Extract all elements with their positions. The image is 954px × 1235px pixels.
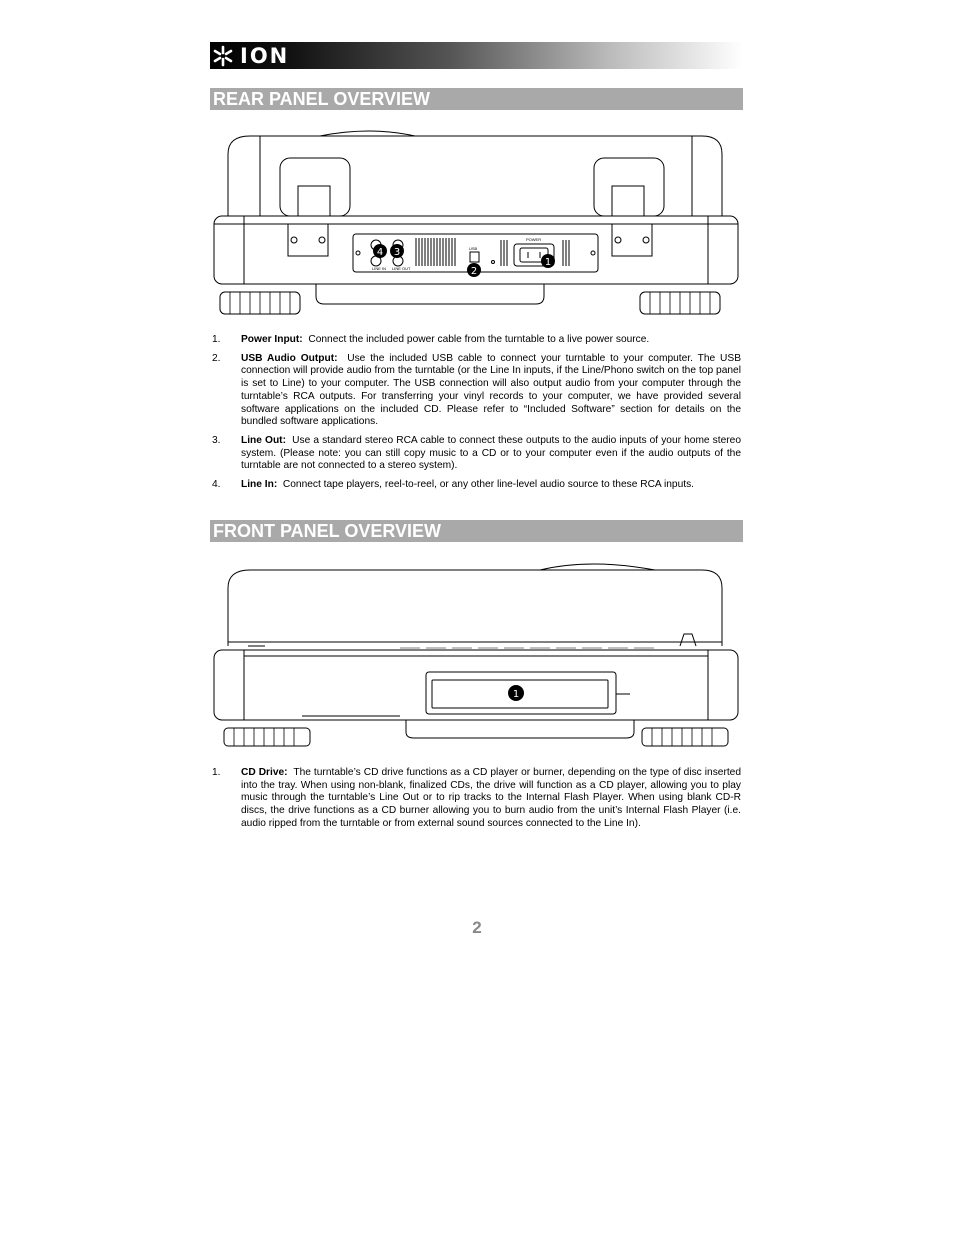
line-out-label: LINE OUT <box>392 266 411 271</box>
rear-panel-diagram <box>210 124 743 324</box>
front-panel-title: FRONT PANEL OVERVIEW <box>210 520 743 542</box>
svg-text:1: 1 <box>544 257 552 268</box>
rear-panel-title: REAR PANEL OVERVIEW <box>210 88 743 110</box>
right-hinge <box>594 158 664 216</box>
item-text: Use the included USB cable to connect your turntable to your computer. The USB connection will provide audio from the turntable (or the Line In inputs, if the Line/Phono switch on the top panel is set to Line) to your computer. The USB connection will also output audio from your computer through the turntable’s RCA outputs. For transferring your vinyl records to your computer, we have provided several software applications on the included CD. Please refer to “Included Software” section for details on the bundled software applications. <box>241 352 741 428</box>
list-item <box>212 334 741 347</box>
left-bracket <box>288 224 328 256</box>
item-term: Line Out: <box>241 434 286 446</box>
page-number: 2 <box>472 918 482 937</box>
ion-logo <box>210 42 289 69</box>
ion-logo-star-icon <box>212 45 234 67</box>
callout-3 <box>390 244 404 258</box>
item-number: 1. <box>212 334 221 345</box>
item-text: Connect the included power cable from the turntable to a live power source. <box>308 334 650 345</box>
brand-name: ION <box>240 43 290 68</box>
item-number: 3. <box>212 434 221 446</box>
item-text: Use a standard stereo RCA cable to connect these outputs to the audio inputs of your home stereo system. (Please note: you can still copy music to a CD or to your computer even if the audio outputs of the turntable are not connected to a stereo system). <box>241 434 741 472</box>
item-text: The turntable’s CD drive functions as a CD player or burner, depending on the type of disc inserted into the tray. When using non-blank, finalized CDs, the drive will function as a CD player, allowing you to play music through the turntable’s Line Out or to rip tracks to the Internal Flash Player. When using blank CD-R discs, the drive functions as a CD burner allowing you to burn audio from the unit’s Internal Flash Player (i.e. audio ripped from the turntable or from external sound sources connected to the Line In). <box>241 767 742 829</box>
left-hinge <box>280 158 350 216</box>
front-base-body <box>214 650 738 720</box>
usb-port <box>470 252 479 262</box>
callout-4 <box>373 244 387 258</box>
item-term: Power Input: <box>241 334 303 345</box>
item-number: 4. <box>212 479 221 491</box>
svg-text:3: 3 <box>393 247 401 258</box>
vent-grille <box>416 238 455 266</box>
svg-text:4: 4 <box>376 247 384 258</box>
item-term: USB Audio Output: <box>241 352 338 364</box>
callout-1 <box>541 254 555 268</box>
item-number: 2. <box>212 352 221 364</box>
svg-text:1: 1 <box>512 689 520 700</box>
callout-cd-drive <box>508 685 524 701</box>
front-panel-list <box>212 767 741 837</box>
svg-text:2: 2 <box>470 266 478 277</box>
item-term: CD Drive: <box>241 767 288 778</box>
line-in-label: LINE IN <box>372 266 387 271</box>
right-bracket <box>612 224 652 256</box>
power-label: POWER <box>526 237 542 242</box>
list-item <box>212 435 741 473</box>
list-item <box>212 353 741 429</box>
front-panel-diagram <box>210 556 743 752</box>
list-item <box>212 767 741 831</box>
rear-panel-list <box>212 334 741 498</box>
item-term: Line In: <box>241 479 278 491</box>
list-item <box>212 479 741 492</box>
item-text: Connect tape players, reel-to-reel, or any other line-level audio source to these RCA inputs. <box>282 479 695 491</box>
header-bar <box>210 42 743 69</box>
front-right-foot <box>642 728 728 746</box>
item-number: 1. <box>212 767 221 778</box>
callout-2 <box>467 263 481 277</box>
front-left-foot <box>224 728 310 746</box>
usb-label: USB <box>469 246 478 251</box>
